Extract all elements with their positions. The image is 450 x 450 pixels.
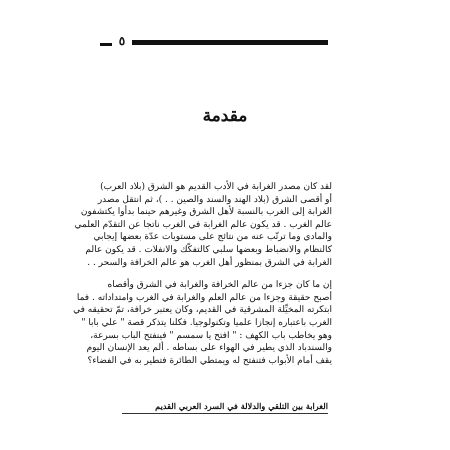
text-line: كالنظام والانضباط وبعضها سلبي كالتفكّك والانفلات . قد يكون عالم — [85, 244, 332, 255]
text-line: ابتكرته المخيِّلة المشرقية في القديم، وكان يعتبر خرافة، تمّ تحقيقه في — [73, 305, 332, 316]
header-rule — [132, 40, 328, 45]
text-line: يقف أمام الأبواب فتنفتح له ويمتطي الطائرة فتطير به في الفضاء؟ — [87, 355, 332, 366]
text-line: الغرابة في الشرق بمنظور أهل الغرب هو عالم الخرافة والسحر . . — [87, 257, 332, 268]
page-number: ٥ — [118, 34, 126, 48]
body-text — [73, 181, 332, 367]
text-line: الغرابة إلى الغرب بالنسبة لأهل الشرق وغيرهم حينما بدأوا يكتشفون — [80, 207, 332, 218]
text-line: لقد كان مصدر الغرابة في الأدب القديم هو الشرق (بلاد العرب) — [100, 182, 332, 192]
footer-rule — [122, 413, 328, 414]
header-rule-cap — [100, 43, 112, 46]
text-line: والمادي وما ترتّب عنه من نتائج على مستويات عدّة بعضها إيجابي — [93, 232, 332, 243]
text-line: والسندباد الذي يطير في الهواء على بساطه . ألم يعد الإنسان اليوم — [86, 343, 332, 354]
text-line: عالم الغرب . قد يكون عالم الغرابة في الغرب ناتجا عن التقدّم العلمي — [74, 219, 332, 230]
text-line: الغرب باعتباره إنجازا علميا وتكنولوجيا. فكلنا يتذكر قصة " علي بابا " — [81, 317, 332, 328]
text-line: وهو يخاطب باب الكهف : " افتح يا سمسم " فينفتح الباب بسرعة، — [90, 330, 332, 341]
paragraph-2 — [73, 279, 332, 367]
paragraph-1 — [74, 181, 332, 269]
text-line: إن ما كان جزءا من عالم الخرافة والغرابة في الشرق وأقصاه — [107, 280, 332, 291]
text-line: أصبح حقيقة وجزءا من عالم العلم والغرابة في الغرب وامتداداته . فما — [76, 292, 332, 303]
chapter-heading: مقدمة — [202, 106, 248, 126]
footer-title: الغرابة بين التلقي والدلالة في السرد العربي القديم — [155, 401, 328, 411]
text-line: أو أقصى الشرق (بلاد الهند والسند والصين . . )، ثم انتقل مصدر — [97, 194, 332, 205]
